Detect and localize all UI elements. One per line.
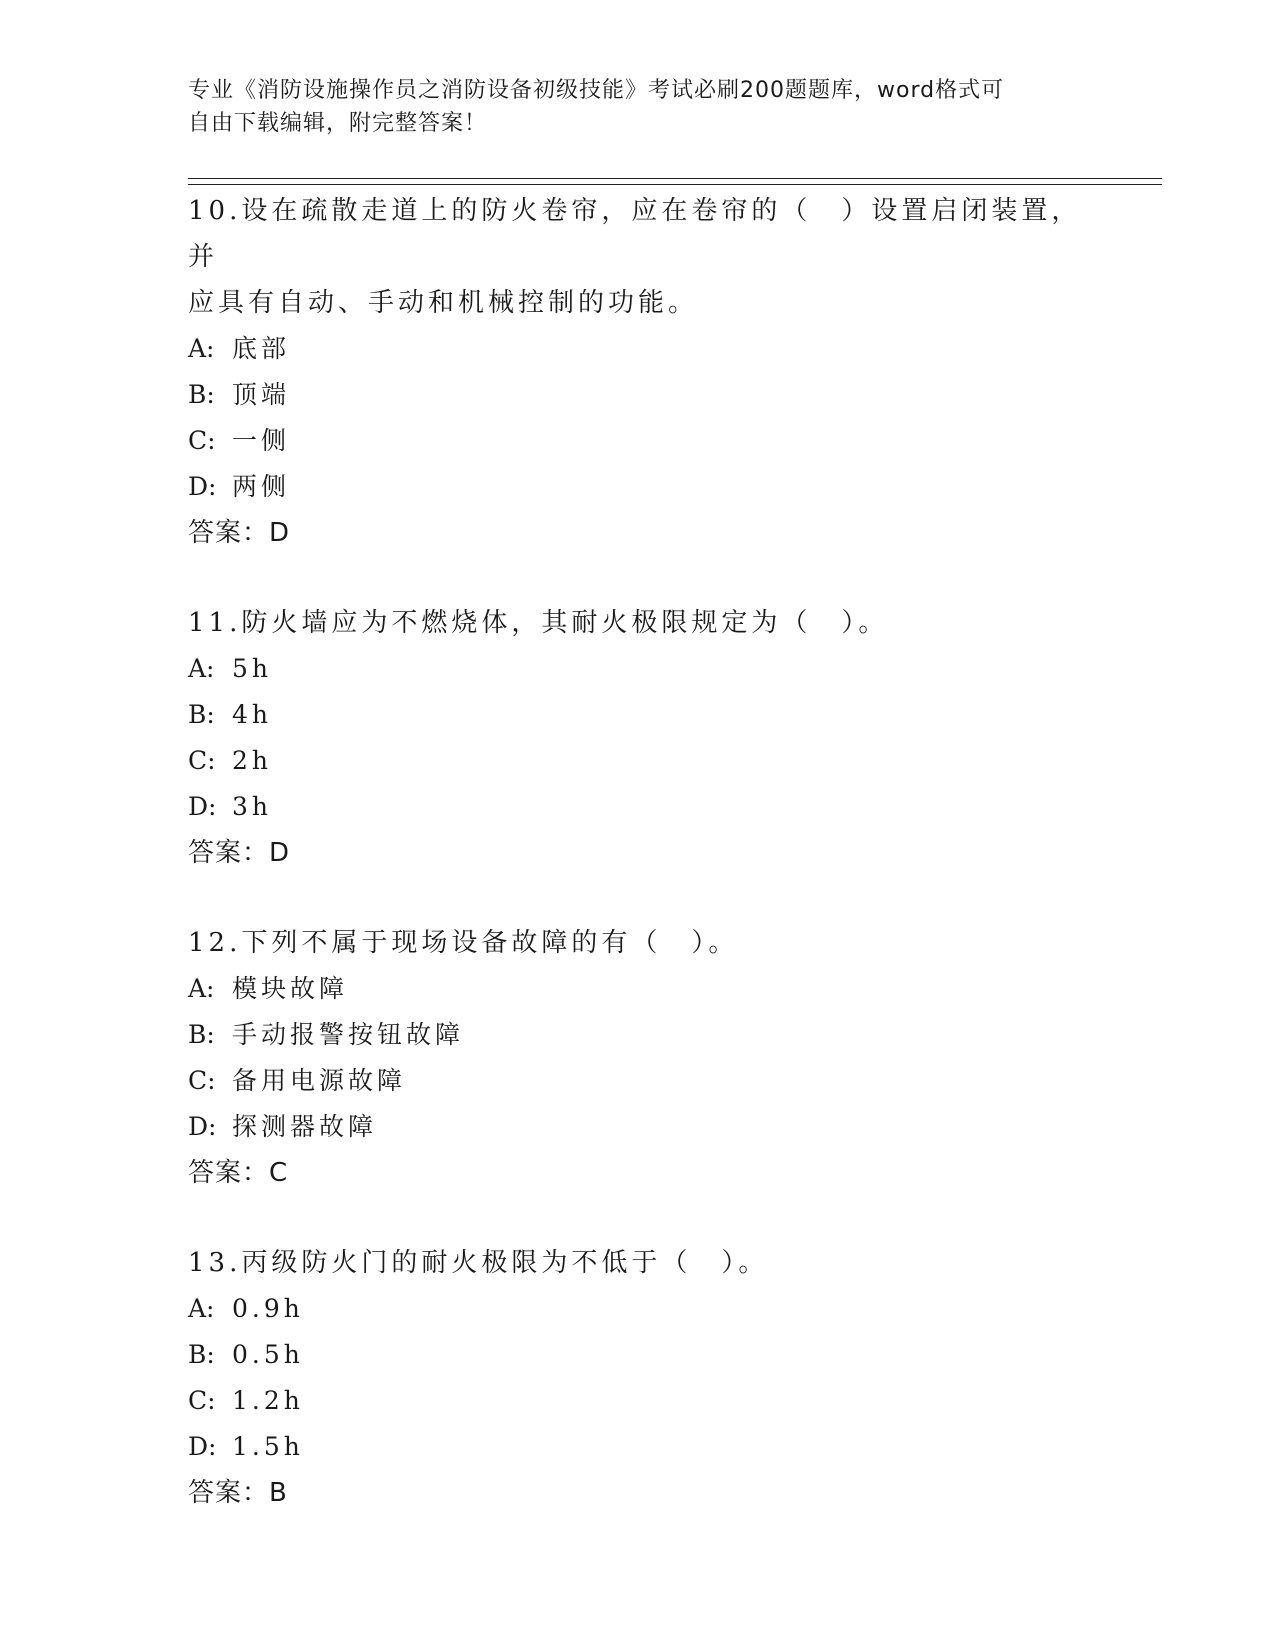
- option-text: 2h: [232, 746, 273, 775]
- option-a: [188, 326, 1088, 372]
- question-10: [188, 188, 1088, 556]
- option-letter: D:: [188, 1112, 217, 1141]
- option-a: [188, 646, 1088, 692]
- option-d: [188, 464, 1088, 510]
- option-b: [188, 1012, 1088, 1058]
- option-text: 0.5h: [232, 1340, 304, 1369]
- option-letter: B:: [188, 1340, 215, 1369]
- answer-label: 答案：C: [188, 1158, 289, 1188]
- question-13: [188, 1240, 1088, 1516]
- option-text: 备用电源故障: [232, 1066, 407, 1095]
- option-text: 两侧: [232, 472, 291, 501]
- option-text: 探测器故障: [232, 1112, 378, 1141]
- option-letter: A:: [188, 1294, 215, 1323]
- option-text: 一侧: [232, 426, 291, 455]
- option-letter: C:: [188, 426, 216, 455]
- option-c: [188, 1058, 1088, 1104]
- header-line-2: 自由下载编辑，附完整答案！: [188, 111, 488, 136]
- option-b: [188, 1332, 1088, 1378]
- question-list: [188, 188, 1088, 1560]
- option-c: [188, 1378, 1088, 1424]
- answer-label: 答案：D: [188, 518, 291, 548]
- option-letter: B:: [188, 1020, 215, 1049]
- option-c: [188, 418, 1088, 464]
- option-b: [188, 372, 1088, 418]
- option-text: 顶端: [232, 380, 291, 409]
- answer-label: 答案：D: [188, 838, 291, 868]
- option-d: [188, 1104, 1088, 1150]
- question-11: [188, 600, 1088, 876]
- document-header: [188, 74, 1088, 140]
- option-letter: A:: [188, 974, 215, 1003]
- option-letter: A:: [188, 654, 215, 683]
- question-stem: 13.丙级防火门的耐火极限为不低于（ ）。: [188, 1248, 769, 1278]
- option-text: 手动报警按钮故障: [232, 1020, 465, 1049]
- question-stem: 10.设在疏散走道上的防火卷帘，应在卷帘的（ ）设置启闭装置，并: [188, 196, 1082, 272]
- option-text: 1.5h: [232, 1432, 304, 1461]
- option-letter: C:: [188, 1386, 216, 1415]
- option-text: 底部: [232, 334, 291, 363]
- option-d: [188, 784, 1088, 830]
- option-letter: C:: [188, 746, 216, 775]
- option-text: 5h: [232, 654, 273, 683]
- header-divider-top: [188, 178, 1162, 179]
- option-b: [188, 692, 1088, 738]
- option-text: 3h: [232, 792, 273, 821]
- option-letter: D:: [188, 472, 217, 501]
- option-letter: A:: [188, 334, 215, 363]
- option-text: 4h: [232, 700, 273, 729]
- option-letter: C:: [188, 1066, 216, 1095]
- option-letter: B:: [188, 700, 215, 729]
- question-12: [188, 920, 1088, 1196]
- option-a: [188, 1286, 1088, 1332]
- option-a: [188, 966, 1088, 1012]
- question-stem-continued: 应具有自动、手动和机械控制的功能。: [188, 288, 699, 318]
- option-text: 模块故障: [232, 974, 349, 1003]
- option-d: [188, 1424, 1088, 1470]
- answer-label: 答案：B: [188, 1478, 288, 1508]
- option-text: 0.9h: [232, 1294, 304, 1323]
- option-letter: D:: [188, 792, 217, 821]
- option-letter: D:: [188, 1432, 217, 1461]
- header-divider-bottom: [188, 184, 1162, 185]
- option-c: [188, 738, 1088, 784]
- question-stem: 12.下列不属于现场设备故障的有（ ）。: [188, 928, 739, 958]
- header-line-1: 专业《消防设施操作员之消防设备初级技能》考试必刷200题题库，word格式可: [188, 78, 1005, 103]
- question-stem: 11.防火墙应为不燃烧体，其耐火极限规定为（ ）。: [188, 608, 889, 638]
- option-text: 1.2h: [232, 1386, 304, 1415]
- option-letter: B:: [188, 380, 215, 409]
